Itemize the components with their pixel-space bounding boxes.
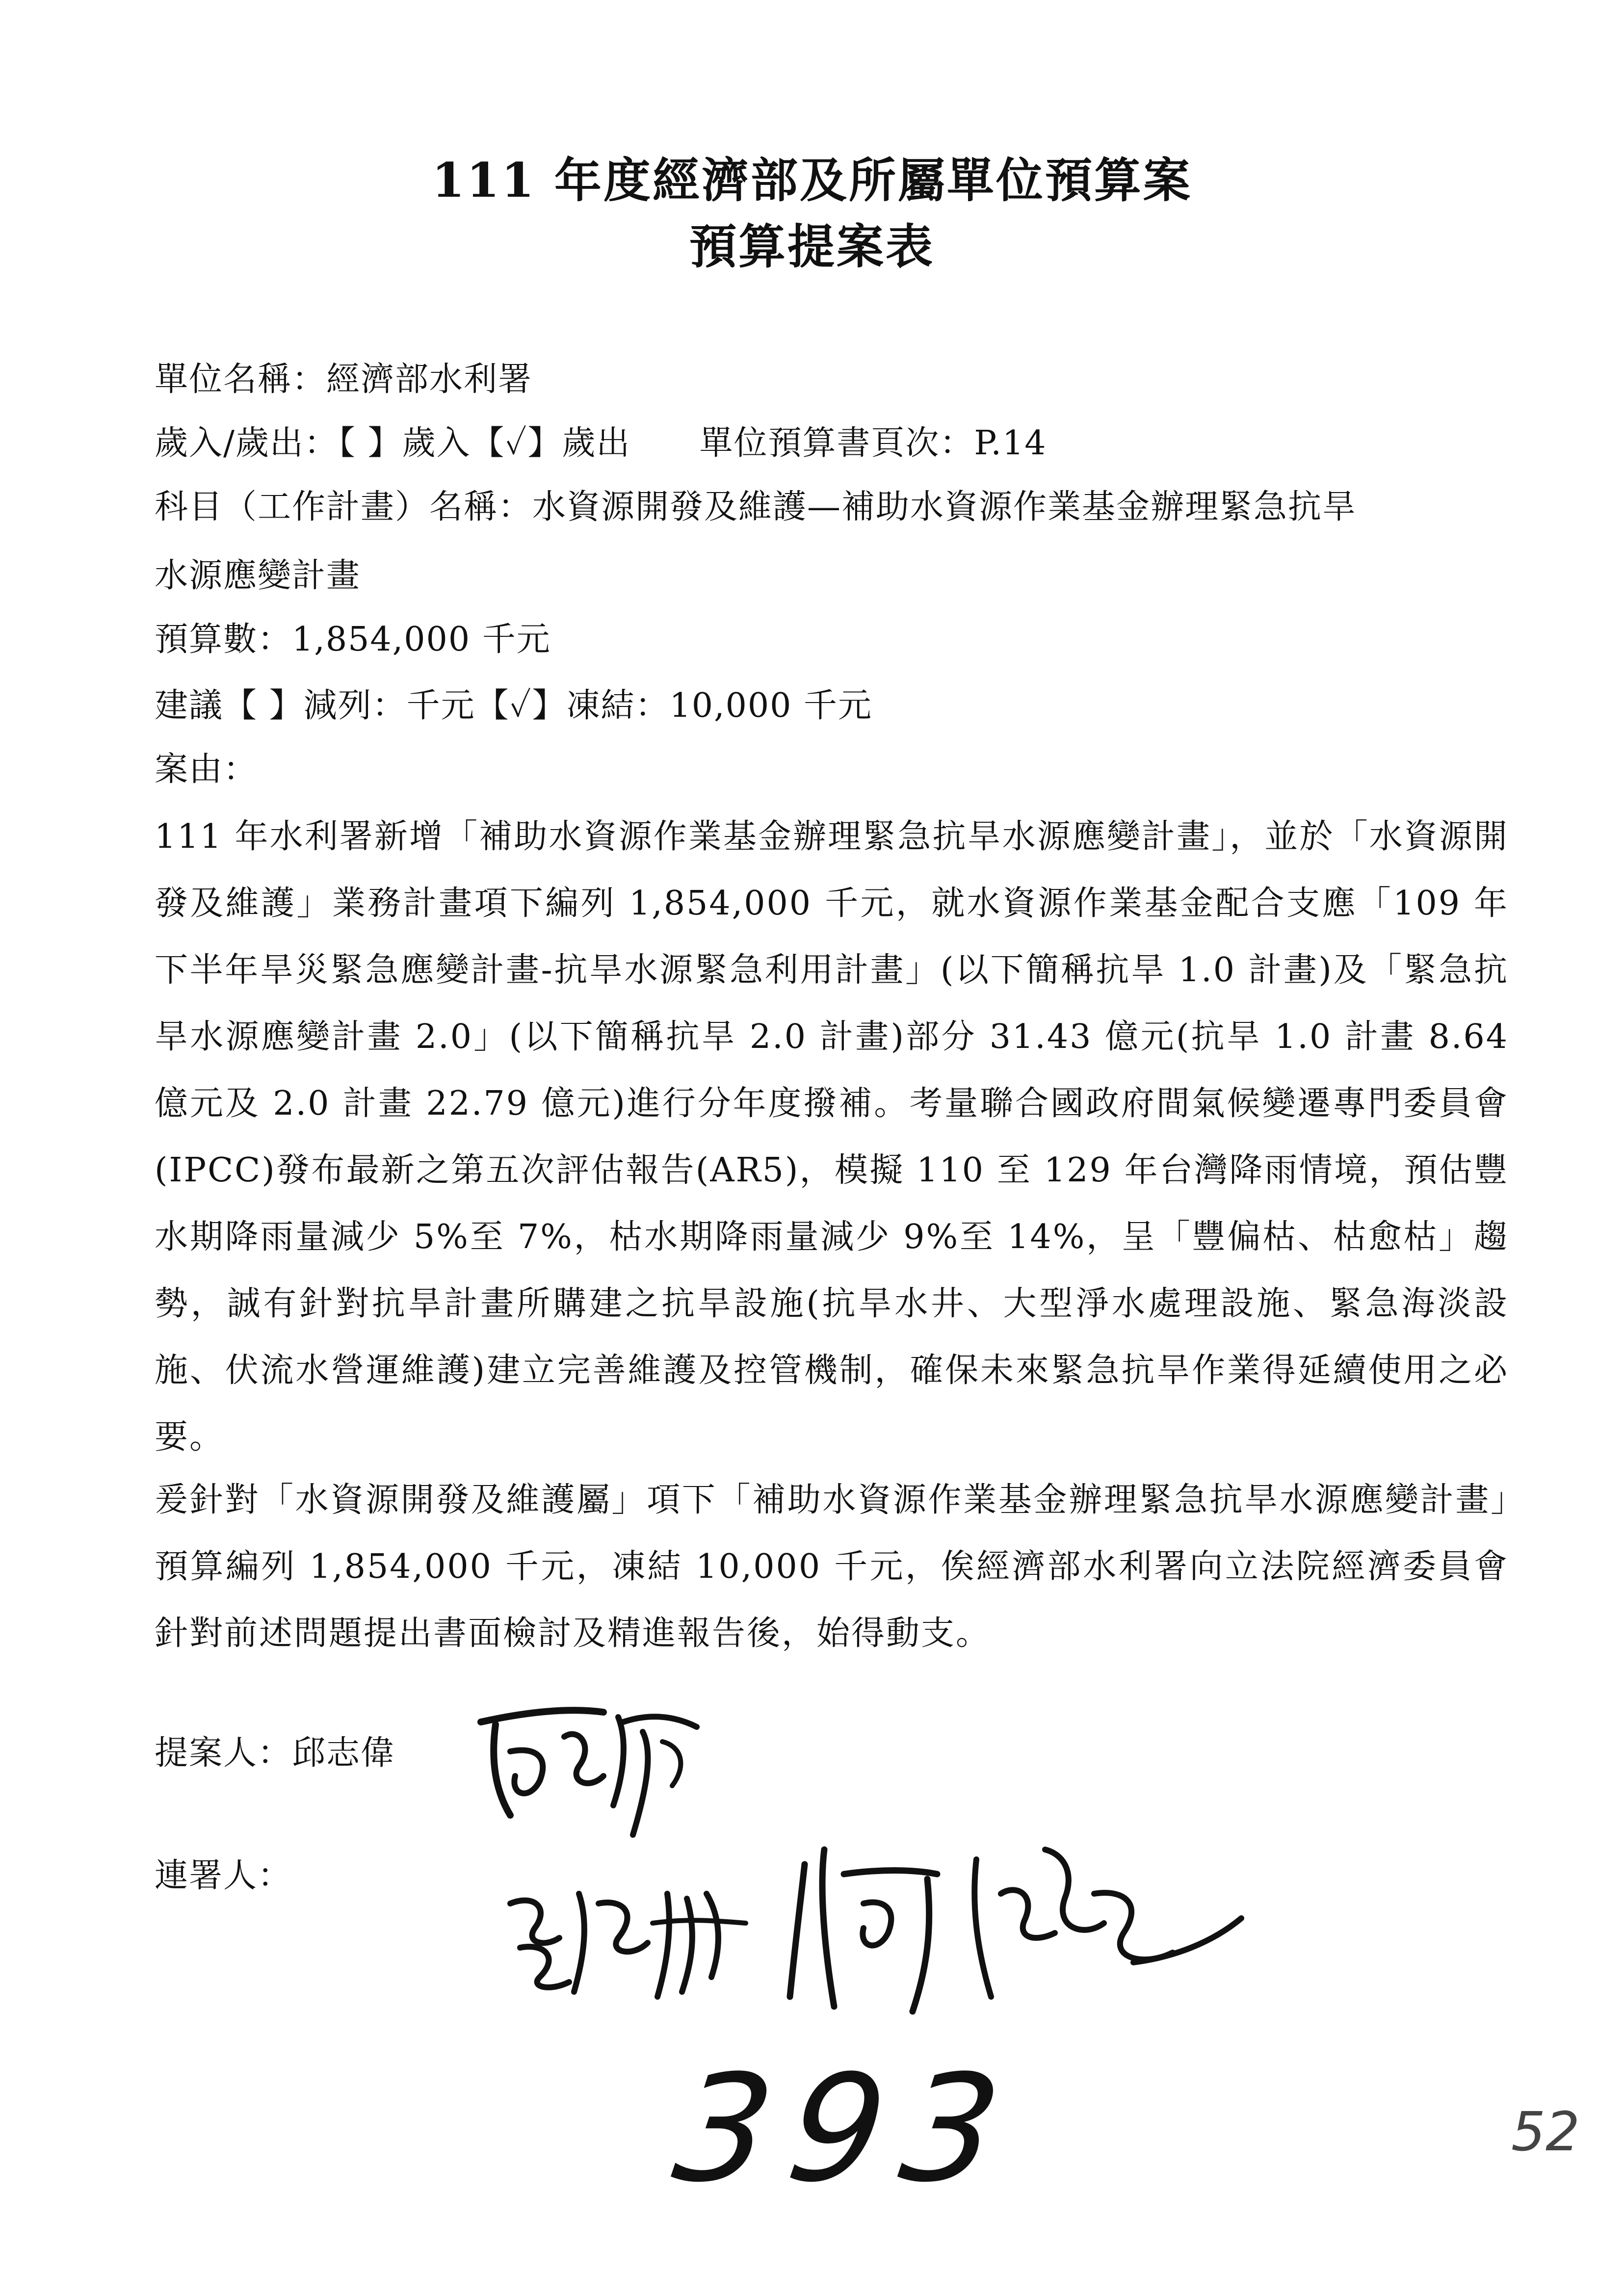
budget-amount: 預算數：1,854,000 千元 bbox=[155, 620, 551, 659]
reason-paragraph-1: 111 年水利署新增「補助水資源作業基金辦理緊急抗旱水源應變計畫」，並於「水資源開發及維護」業務計畫項下編列 1,854,000 千元，就水資源作業基金配合支應「109 年下半年旱災緊急應變計畫-抗旱水源緊急利用計畫」(以下簡稱抗旱 1.0 計畫)及「緊急抗旱水源應變計畫 2.0」(以下簡稱抗旱 2.0 計畫)部分 31.43 億元(抗旱 1.0 計畫 8.64 億元及 2.0 計畫 22.79 億元)進行分年度撥補。考量聯合國政府間氣候變遷專門委員會(IPCC)發布最新之第五次評估報告(AR5)，模擬 110 至 129 年台灣降雨情境，預估豐水期降雨量減少 5%至 7%，枯水期降雨量減少 9%至 14%，呈「豐偏枯、枯愈枯」趨勢，誠有針對抗旱計畫所購建之抗旱設施(抗旱水井、大型淨水處理設施、緊急海淡設施、伏流水營運維護)建立完善維護及控管機制，確保未來緊急抗旱作業得延續使用之必要。 bbox=[155, 817, 1509, 1457]
suggestion-row: 建議【 】減列：千元【✓】凍結：10,000 千元 bbox=[155, 686, 873, 725]
cosigner-signature-1 bbox=[491, 1864, 765, 2011]
subject-line-1: 科目（工作計畫）名稱：水資源開發及維護—補助水資源作業基金辦理緊急抗旱 bbox=[155, 488, 1357, 526]
page-number: 393 bbox=[665, 2043, 1029, 2215]
document-title: 111 年度經濟部及所屬單位預算案 bbox=[432, 153, 1192, 208]
proposer-signature bbox=[466, 1678, 721, 1854]
cosigner-signature-2 bbox=[770, 1820, 1261, 2026]
unit-name: 單位名稱：經濟部水利署 bbox=[155, 360, 533, 399]
revenue-expense-field: 歲入/歲出：【 】歲入【✓】歲出 bbox=[155, 424, 631, 463]
revenue-expense-row bbox=[155, 424, 1047, 463]
reason-paragraph-2: 爰針對「水資源開發及維護屬」項下「補助水資源作業基金辦理緊急抗旱水源應變計畫」預算編列 1,854,000 千元，凍結 10,000 千元，俟經濟部水利署向立法院經濟委員會針對前述問題提出書面檢討及精進報告後，始得動支。 bbox=[155, 1481, 1509, 1653]
budget-page-field: 單位預算書頁次：P.14 bbox=[699, 424, 1047, 463]
document-subtitle: 預算提案表 bbox=[689, 219, 935, 274]
corner-mark: 52 bbox=[1511, 2100, 1580, 2163]
reason-label: 案由： bbox=[155, 750, 258, 789]
subject-line-2: 水源應變計畫 bbox=[155, 556, 361, 595]
cosigner-label: 連署人： bbox=[155, 1856, 292, 1895]
proposer-label: 提案人：邱志偉 bbox=[155, 1734, 395, 1773]
